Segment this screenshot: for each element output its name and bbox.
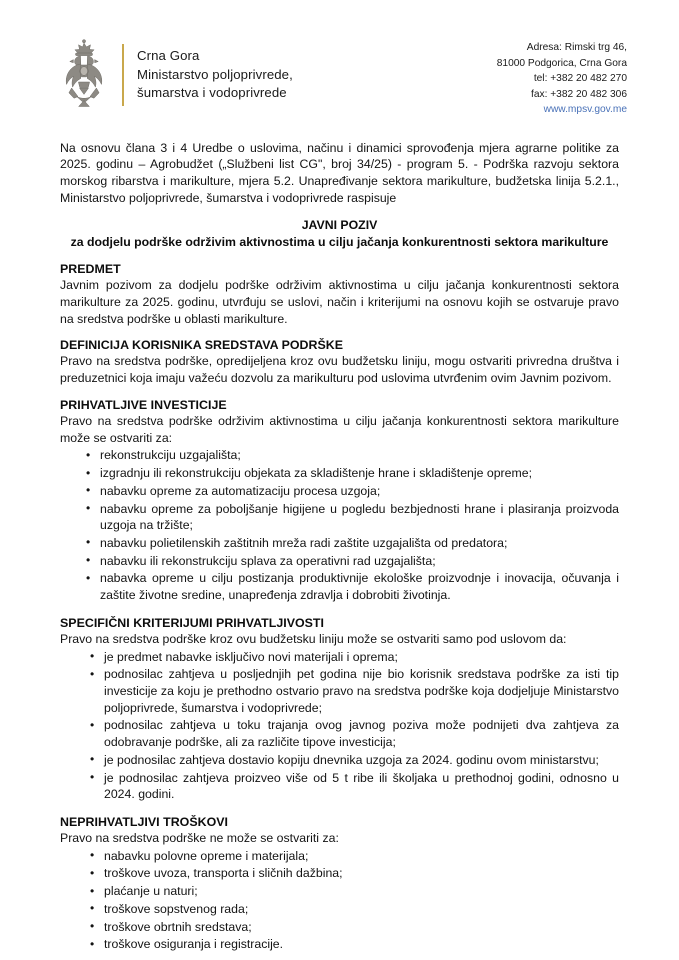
brand-divider — [122, 44, 124, 106]
fax-number: fax: +382 20 482 306 — [530, 88, 627, 100]
section-body-specificni-kriterijumi: Pravo na sredstva podrške kroz ovu budžetsku liniju može se ostvariti samo pod uslovom da: — [60, 631, 567, 646]
document-title — [60, 217, 619, 251]
legal-basis-paragraph: Na osnovu člana 3 i 4 Uredbe o uslovima, načinu i dinamici sprovođenja mjera agrarne politike za 2025. godinu – Agrobudžet („Službeni list CG", broj 34/25) - program 5. - Podrška razvoju sektora morskog ribarstva i marikulture, mjera 5.2. Unapređivanje sektora marikulture, budžetska linija 5.2.1., Ministarstvo poljoprivrede, šumarstva i vodoprivrede raspisuje — [60, 140, 619, 205]
list-specificni-kriterijumi — [60, 649, 619, 803]
montenegro-coat-of-arms-icon — [58, 38, 110, 112]
list-item: • nabavku opreme za automatizaciju procesa uzgoja; — [60, 483, 619, 500]
list-item: • troškove sopstvenog rada; — [60, 901, 619, 918]
list-item: • izgradnju ili rekonstrukciju objekata za skladištenje hrane i skladištenje opreme; — [60, 465, 619, 482]
document-title-sub: za dodjelu podrške održivim aktivnostima u cilju jačanja konkurentnosti sektora marikulture — [70, 235, 609, 250]
ministry-name-block — [137, 47, 293, 103]
section-body-neprihvatljivi-troskovi: Pravo na sredstva podrške ne može se ostvariti za: — [60, 831, 339, 845]
letterhead — [0, 0, 679, 118]
list-item: • nabavku polietilenskih zaštitnih mreža radi zaštite uzgajališta od predatora; — [60, 535, 619, 552]
list-item: • troškove obrtnih sredstava; — [60, 919, 619, 936]
list-item: • podnosilac zahtjeva u posljednjih pet godina nije bio korisnik sredstava podrške za isti tip investicije za koju je prethodno ostvario pravo na sredstva podrške koja dodjeljuje Ministarstvo poljoprivrede, šumarstva i vodoprivrede; — [60, 666, 619, 716]
list-neprihvatljivi-troskovi — [60, 848, 619, 953]
list-item: • podnosilac zahtjeva u toku trajanja ovog javnog poziva može podnijeti dva zahtjeva za odobravanje podrške, ali za različite tipove investicija; — [60, 717, 619, 750]
list-item: • nabavku polovne opreme i materijala; — [60, 848, 619, 865]
document-body — [0, 140, 679, 954]
section-heading-neprihvatljivi-troskovi: NEPRIHVATLJIVI TROŠKOVI — [60, 815, 228, 829]
telephone-number: tel: +382 20 482 270 — [533, 73, 627, 84]
list-item: • je podnosilac zahtjeva proizveo više od 5 t ribe ili školjaka u prethodnoj godini, odnosno u 2024. godini. — [60, 770, 619, 803]
list-item: • troškove uvoza, transporta i sličnih dažbina; — [60, 865, 619, 882]
list-item: • troškove osiguranja i registracije. — [60, 936, 619, 953]
section-heading-definicija: DEFINICIJA KORISNIKA SREDSTAVA PODRŠKE — [60, 338, 344, 353]
country-name: Crna Gora — [137, 47, 200, 63]
list-item: • rekonstrukciju uzgajališta; — [60, 447, 619, 464]
list-item: • nabavka opreme u cilju postizanja produktivnije ekološke proizvodnje i inovacija, očuvanja i zaštite životne sredine, unapređenja zdravlja i dobrobiti životinja. — [60, 570, 619, 603]
list-item: • je predmet nabavke isključivo novi materijali i oprema; — [60, 649, 619, 666]
list-item: • nabavku opreme za poboljšanje higijene u pogledu bezbjednosti hrane i plasiranja proizvoda uzgoja na tržište; — [60, 501, 619, 534]
section-heading-prihvatljive-investicije: PRIHVATLJIVE INVESTICIJE — [60, 397, 227, 412]
list-item: • je podnosilac zahtjeva dostavio kopiju dnevnika uzgoja za 2024. godinu ovom ministarstvu; — [60, 752, 619, 769]
contact-block — [497, 38, 627, 118]
section-heading-predmet: PREDMET — [60, 262, 121, 277]
section-body-predmet: Javnim pozivom za dodjelu podrške održivim aktivnostima u cilju jačanja konkurentnosti sektora marikulture za 2025. godinu, utvrđuju se uslovi, način i kriterijumi na osnovu kojih se ostvaruje pravo na sredstva podrške u oblasti marikulture. — [60, 278, 619, 326]
ministry-branding — [58, 38, 293, 112]
address-line-1: Adresa: Rimski trg 46, — [526, 42, 627, 53]
section-body-definicija: Pravo na sredstva podrške, opredijeljena kroz ovu budžetsku liniju, mogu ostvariti privredna društva i preduzetnici koja imaju važeću dozvolu za marikulturu pod uslovima utvrđenim ovim Javnim pozivom. — [60, 354, 619, 386]
document-title-main: JAVNI POZIV — [301, 218, 378, 233]
ministry-name-line-2: šumarstva i vodoprivrede — [137, 85, 287, 101]
list-item: • plaćanje u naturi; — [60, 883, 619, 900]
section-heading-specificni-kriterijumi: SPECIFIČNI KRITERIJUMI PRIHVATLJIVOSTI — [60, 615, 324, 630]
ministry-name-line-1: Ministarstvo poljoprivrede, — [137, 66, 293, 82]
website-link[interactable]: www.mpsv.gov.me — [543, 104, 627, 115]
list-prihvatljive-investicije — [60, 447, 619, 603]
address-line-2: 81000 Podgorica, Crna Gora — [496, 57, 627, 69]
list-item: • nabavku ili rekonstrukciju splava za operativni rad uzgajališta; — [60, 553, 619, 570]
section-body-prihvatljive-investicije: Pravo na sredstva podrške održivim aktivnostima u cilju jačanja konkurentnosti sektora marikulture može se ostvariti za: — [60, 413, 619, 445]
